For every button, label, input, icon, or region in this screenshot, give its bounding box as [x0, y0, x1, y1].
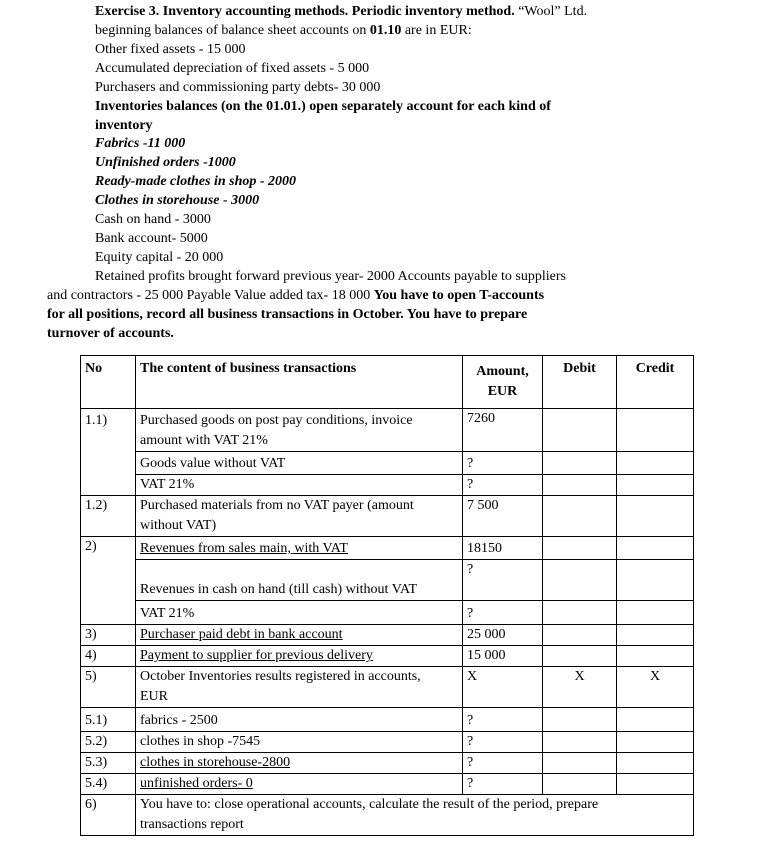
row-content [136, 409, 463, 452]
inventory-fabrics: Fabrics -11 000 [95, 136, 186, 151]
table-row [81, 452, 694, 475]
row-amount: X [463, 667, 543, 708]
balances-date: 01.10 [369, 23, 402, 38]
task-text: You have to open T-accounts [373, 288, 545, 303]
table-row [81, 774, 694, 795]
inventories-heading: Inventories balances (on the 01.01.) open separately account for each kind of [95, 99, 551, 114]
row-credit[interactable] [617, 537, 694, 560]
row-content: unfinished orders- 0 [136, 774, 463, 795]
row-no: 5.3) [81, 753, 136, 774]
row-debit[interactable] [543, 452, 617, 475]
row-credit[interactable] [617, 496, 694, 537]
row-credit[interactable] [617, 753, 694, 774]
row-credit[interactable] [617, 601, 694, 625]
balances-heading [95, 21, 472, 40]
table-header-row [81, 356, 694, 409]
row-debit[interactable] [543, 409, 617, 452]
balance-line: Accumulated depreciation of fixed assets - 5 000 [95, 61, 370, 76]
row-no: 5.2) [81, 732, 136, 753]
row-credit[interactable] [617, 452, 694, 475]
balance-line: Cash on hand - 3000 [95, 212, 211, 227]
header-debit: Debit [543, 356, 617, 409]
payables-text: and contractors - 25 000 Payable Value added tax- 18 000 [47, 288, 374, 303]
table-row [81, 560, 694, 601]
row-no: 6) [81, 795, 136, 836]
row-content-line: without VAT) [140, 518, 217, 533]
row-content-line: Purchased goods on post pay conditions, invoice [140, 413, 413, 428]
table-row [81, 409, 694, 452]
table-row [81, 795, 694, 836]
row-content-line: amount with VAT 21% [140, 433, 268, 448]
inventory-unfinished-orders: Unfinished orders -1000 [95, 155, 236, 170]
exercise-title-line [95, 2, 587, 21]
header-no: No [81, 356, 136, 409]
row-debit[interactable] [543, 625, 617, 646]
balances-heading-tail: are in EUR: [401, 23, 472, 38]
row-debit[interactable] [543, 496, 617, 537]
row-debit[interactable] [543, 774, 617, 795]
row-content-line: October Inventories results registered in accounts, [140, 669, 421, 684]
table-row [81, 601, 694, 625]
row-amount: ? [463, 452, 543, 475]
row-no: 2) [81, 537, 136, 625]
row-debit[interactable] [543, 560, 617, 601]
row-amount: ? [463, 601, 543, 625]
row-amount: 15 000 [463, 646, 543, 667]
row-content: Revenues from sales main, with VAT [136, 537, 463, 560]
table-row [81, 732, 694, 753]
inventory-ready-made-clothes: Ready-made clothes in shop - 2000 [95, 174, 297, 189]
table-row [81, 625, 694, 646]
row-content: Revenues in cash on hand (till cash) without VAT [136, 560, 463, 601]
row-amount: ? [463, 774, 543, 795]
inventories-heading-cont: inventory [95, 118, 153, 133]
row-amount: ? [463, 560, 543, 601]
row-content: VAT 21% [136, 475, 463, 496]
exercise-title: Exercise 3. Inventory accounting methods. Periodic inventory method. [95, 4, 515, 19]
row-content [136, 667, 463, 708]
row-debit[interactable] [543, 475, 617, 496]
header-content: The content of business transactions [136, 356, 463, 409]
row-no: 5.4) [81, 774, 136, 795]
table-row [81, 708, 694, 732]
row-amount: ? [463, 475, 543, 496]
row-content: clothes in storehouse-2800 [136, 753, 463, 774]
task-line: for all positions, record all business transactions in October. You have to prepare [47, 307, 528, 322]
row-no: 4) [81, 646, 136, 667]
row-no: 3) [81, 625, 136, 646]
row-credit[interactable] [617, 409, 694, 452]
row-credit[interactable] [617, 475, 694, 496]
header-amount [463, 356, 543, 409]
row-no: 1.1) [81, 409, 136, 496]
row-content-line: You have to: close operational accounts, calculate the result of the period, prepare [140, 797, 599, 812]
row-amount: 25 000 [463, 625, 543, 646]
row-debit[interactable] [543, 708, 617, 732]
row-content: Payment to supplier for previous delivery [136, 646, 463, 667]
payables-line [47, 286, 544, 305]
row-no: 5.1) [81, 708, 136, 732]
row-credit[interactable] [617, 646, 694, 667]
row-amount: ? [463, 732, 543, 753]
row-credit[interactable] [617, 560, 694, 601]
row-content-line: EUR [140, 689, 168, 704]
row-amount: 7260 [463, 409, 543, 452]
row-content: Goods value without VAT [136, 452, 463, 475]
table-row [81, 753, 694, 774]
retained-profits-line: Retained profits brought forward previous year- 2000 Accounts payable to suppliers [95, 269, 566, 284]
row-credit[interactable] [617, 732, 694, 753]
row-amount: ? [463, 708, 543, 732]
row-content [136, 496, 463, 537]
row-debit[interactable] [543, 646, 617, 667]
header-amount-line1: Amount, [476, 364, 529, 379]
row-debit[interactable] [543, 537, 617, 560]
task-line: turnover of accounts. [47, 326, 174, 341]
row-content: VAT 21% [136, 601, 463, 625]
row-content [136, 795, 694, 836]
row-credit: X [617, 667, 694, 708]
row-content-line: transactions report [140, 817, 244, 832]
row-credit[interactable] [617, 774, 694, 795]
row-amount: 7 500 [463, 496, 543, 537]
balances-heading-text: beginning balances of balance sheet accounts on [95, 23, 370, 38]
table-row [81, 475, 694, 496]
table-row [81, 646, 694, 667]
table-row [81, 667, 694, 708]
table-row [81, 496, 694, 537]
transactions-table [80, 355, 694, 836]
row-debit[interactable] [543, 601, 617, 625]
header-credit: Credit [617, 356, 694, 409]
row-debit[interactable] [543, 732, 617, 753]
row-credit[interactable] [617, 625, 694, 646]
balance-line: Purchasers and commissioning party debts- 30 000 [95, 80, 381, 95]
row-content: fabrics - 2500 [136, 708, 463, 732]
row-content: clothes in shop -7545 [136, 732, 463, 753]
row-debit: X [543, 667, 617, 708]
row-amount: ? [463, 753, 543, 774]
balance-line: Other fixed assets - 15 000 [95, 42, 246, 57]
company-name: “Wool” Ltd. [518, 4, 588, 19]
balance-line: Bank account- 5000 [95, 231, 208, 246]
row-debit[interactable] [543, 753, 617, 774]
balance-line: Equity capital - 20 000 [95, 250, 224, 265]
row-credit[interactable] [617, 708, 694, 732]
row-content: Purchaser paid debt in bank account [136, 625, 463, 646]
row-no: 5) [81, 667, 136, 708]
row-content-line: Purchased materials from no VAT payer (amount [140, 498, 414, 513]
inventory-clothes-storehouse: Clothes in storehouse - 3000 [95, 193, 260, 208]
table-row [81, 537, 694, 560]
header-amount-line2: EUR [487, 384, 518, 399]
row-amount: 18150 [463, 537, 543, 560]
row-no: 1.2) [81, 496, 136, 537]
